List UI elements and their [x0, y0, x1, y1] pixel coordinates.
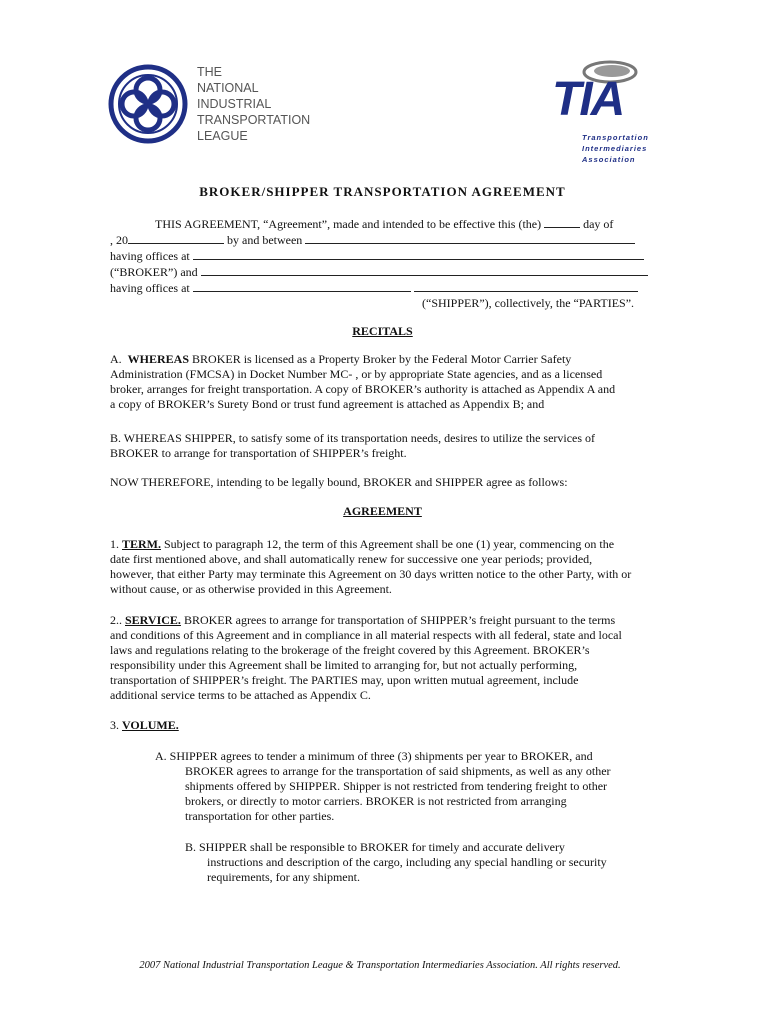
nitl-line: TRANSPORTATION — [197, 113, 311, 127]
broker-and-label: (“BROKER”) and — [110, 265, 198, 279]
nitl-emblem-icon — [108, 64, 188, 144]
nitl-line: LEAGUE — [197, 129, 248, 143]
nitl-wordmark — [197, 64, 310, 144]
service-line: and conditions of this Agreement and in compliance in all material respects with all federal, state and local — [110, 628, 622, 642]
section-service — [110, 613, 655, 703]
service-line: responsibility under this Agreement shall be limited to arranging for, but not actually performing, — [110, 658, 578, 672]
tia-tag-line: Transportation — [582, 133, 649, 142]
recital-a-line: a copy of BROKER’s Surety Bond or trust fund agreement is attached as Appendix B; and — [110, 397, 545, 411]
nitl-line: INDUSTRIAL — [197, 97, 272, 111]
recital-a — [110, 352, 655, 412]
section-term — [110, 537, 655, 597]
section-volume — [110, 718, 655, 733]
volume-a-line: transportation for other parties. — [185, 809, 335, 823]
service-number: 2.. — [110, 613, 122, 627]
agreement-heading: AGREEMENT — [343, 504, 422, 518]
volume-a-line: shipments offered by SHIPPER. Shipper is not restricted from tendering freight to other — [185, 779, 608, 793]
intro-line-1-end: day of — [583, 217, 614, 231]
service-heading: SERVICE. — [125, 613, 181, 627]
recital-a-lead: A. — [110, 352, 122, 366]
volume-number: 3. — [110, 718, 119, 732]
parties-line: (“SHIPPER”), collectively, the “PARTIES”. — [422, 296, 635, 310]
recital-b-line: BROKER to arrange for transportation of SHIPPER’s freight. — [110, 446, 407, 460]
service-line: additional service terms to be attached as Appendix C. — [110, 688, 371, 702]
shipper-name-field[interactable] — [201, 264, 648, 276]
year-prefix: , 20 — [110, 233, 128, 247]
tia-tag-line: Intermediaries — [582, 144, 648, 153]
recital-a-whereas: WHEREAS — [127, 352, 190, 366]
recital-a-line: broker, arranges for freight transportation. A copy of BROKER’s authority is attached as Appendix A and — [110, 382, 616, 396]
intro-line-1: THIS AGREEMENT, “Agreement”, made and intended to be effective this (the) — [155, 217, 542, 231]
volume-heading: VOLUME. — [122, 718, 179, 732]
term-heading: TERM. — [122, 537, 161, 551]
recital-a-line: Administration (FMCSA) in Docket Number MC- , or by appropriate State agencies, and as a licensed — [110, 367, 603, 381]
document-title: BROKER/SHIPPER TRANSPORTATION AGREEMENT — [199, 184, 566, 199]
day-field[interactable] — [544, 216, 580, 228]
volume-a-line: BROKER agrees to arrange for the transportation of said shipments, as well as any other — [185, 764, 611, 778]
volume-b-line: B. SHIPPER shall be responsible to BROKER for timely and accurate delivery — [185, 840, 565, 854]
copyright-footer: 2007 National Industrial Transportation League & Transportation Intermediaries Association. All rights reserved. — [139, 960, 621, 971]
now-therefore: NOW THEREFORE, intending to be legally bound, BROKER and SHIPPER agree as follows: — [110, 475, 568, 489]
broker-address-field[interactable] — [193, 248, 644, 260]
service-line: laws and regulations relating to the brokerage of the freight covered by this Agreement. BROKER’s — [110, 643, 590, 657]
recital-b-line: B. WHEREAS SHIPPER, to satisfy some of its transportation needs, desires to utilize the services of — [110, 431, 596, 445]
intro-block — [110, 216, 655, 311]
having-offices-label: having offices at — [110, 249, 190, 263]
term-line: without cause, or as otherwise provided in this Agreement. — [110, 582, 392, 596]
recitals-heading: RECITALS — [352, 324, 413, 338]
term-line: however, that either Party may terminate this Agreement on 30 days written notice to the other Party, with or — [110, 567, 632, 581]
year-field[interactable] — [128, 232, 224, 244]
recital-a-line: BROKER is licensed as a Property Broker by the Federal Motor Carrier Safety — [192, 352, 572, 366]
broker-name-field[interactable] — [305, 232, 635, 244]
term-line: Subject to paragraph 12, the term of this Agreement shall be one (1) year, commencing on the — [164, 537, 615, 551]
nitl-logo — [108, 64, 188, 144]
service-line: transportation of SHIPPER’s freight. The PARTIES may, upon written mutual agreement, include — [110, 673, 579, 687]
nitl-line: THE — [197, 65, 222, 79]
having-offices-label: having offices at — [110, 281, 190, 295]
tia-tag-line: Association — [582, 155, 636, 164]
volume-a-line: brokers, or directly to motor carriers. BROKER is not restricted from arranging — [185, 794, 567, 808]
term-line: date first mentioned above, and shall automatically renew for successive one year periods; provided, — [110, 552, 593, 566]
volume-b — [185, 840, 655, 885]
volume-a-line: A. SHIPPER agrees to tender a minimum of three (3) shipments per year to BROKER, and — [155, 749, 593, 763]
volume-a — [155, 749, 655, 824]
term-number: 1. — [110, 537, 119, 551]
volume-b-line: requirements, for any shipment. — [207, 870, 360, 884]
volume-b-line: instructions and description of the cargo, including any special handling or security — [207, 855, 607, 869]
shipper-address-field-1[interactable] — [193, 280, 411, 292]
by-and-between: by and between — [227, 233, 303, 247]
recital-b — [110, 431, 655, 461]
tia-mark: TIA — [552, 73, 624, 126]
nitl-line: NATIONAL — [197, 81, 259, 95]
shipper-address-field-2[interactable] — [414, 280, 638, 292]
service-line: BROKER agrees to arrange for transportation of SHIPPER’s freight pursuant to the terms — [183, 613, 616, 627]
tia-tagline — [582, 132, 649, 165]
